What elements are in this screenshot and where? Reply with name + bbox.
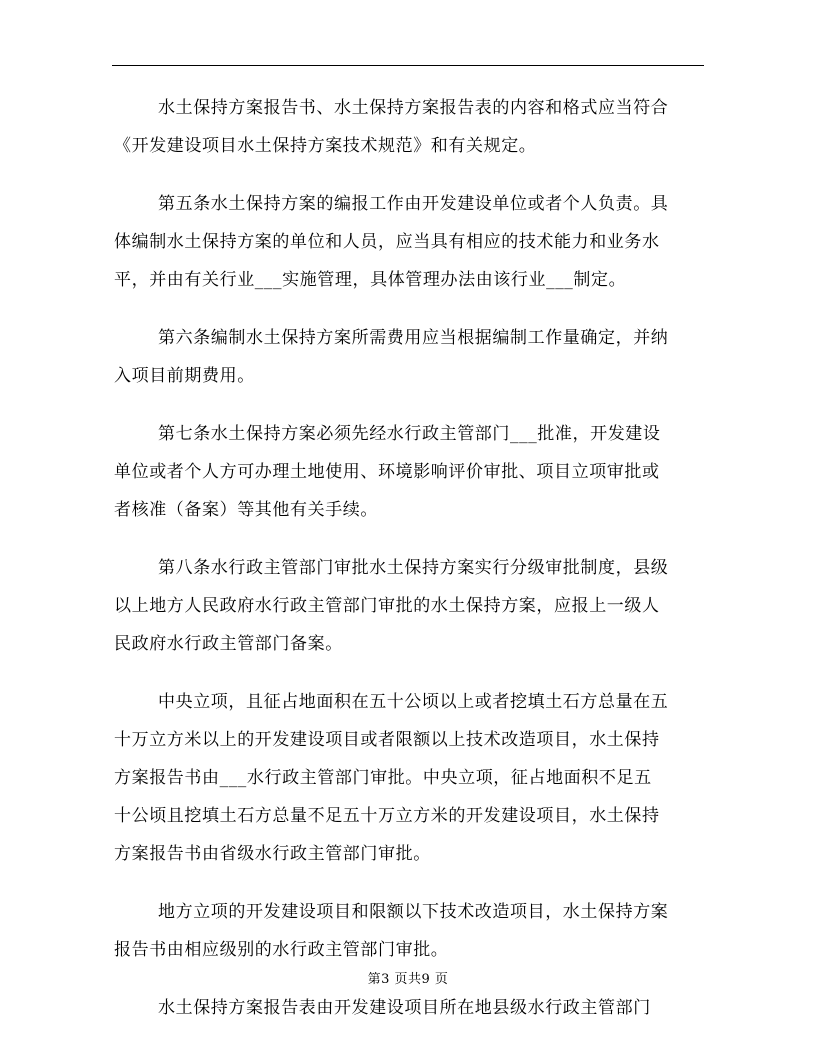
text-line: 入项目前期费用。 — [114, 366, 255, 386]
text-line: 平，并由有关行业___实施管理，具体管理办法由该行业___制定。 — [114, 270, 627, 290]
text-line: 十万立方米以上的开发建设项目或者限额以上技术改造项目，水土保持 — [114, 730, 660, 750]
paragraph — [114, 549, 704, 663]
text-line: 方案报告书由___水行政主管部门审批。中央立项，征占地面积不足五 — [114, 768, 652, 788]
paragraph — [114, 989, 704, 1027]
text-line: 民政府水行政主管部门备案。 — [114, 634, 343, 654]
text-line: 第六条编制水土保持方案所需费用应当根据编制工作量确定，并纳 — [158, 328, 669, 348]
page-number-footer: 第3 页共9 页 — [367, 972, 449, 987]
text-line: 中央立项，且征占地面积在五十公顷以上或者挖填土石方总量在五 — [158, 692, 669, 712]
paragraph — [114, 893, 704, 969]
text-line: 以上地方人民政府水行政主管部门审批的水土保持方案，应报上一级人 — [114, 596, 660, 616]
paragraph — [114, 185, 704, 299]
text-line: 者核准（备案）等其他有关手续。 — [114, 500, 378, 520]
text-line: 第八条水行政主管部门审批水土保持方案实行分级审批制度，县级 — [158, 558, 669, 578]
paragraph — [114, 683, 704, 873]
header-rule — [112, 65, 704, 66]
text-line: 地方立项的开发建设项目和限额以下技术改造项目，水土保持方案 — [158, 902, 669, 922]
paragraph — [114, 415, 704, 529]
text-line: 十公顷且挖填土石方总量不足五十万立方米的开发建设项目，水土保持 — [114, 806, 660, 826]
text-line: 方案报告书由省级水行政主管部门审批。 — [114, 844, 431, 864]
text-line: 水土保持方案报告表由开发建设项目所在地县级水行政主管部门 — [158, 998, 651, 1018]
text-line: 第七条水土保持方案必须先经水行政主管部门___批准，开发建设 — [158, 424, 661, 444]
text-line: 报告书由相应级别的水行政主管部门审批。 — [114, 940, 449, 960]
text-line: 第五条水土保持方案的编报工作由开发建设单位或者个人负责。具 — [158, 194, 669, 214]
text-line: 单位或者个人方可办理土地使用、环境影响评价审批、项目立项审批或 — [114, 462, 660, 482]
text-line: 体编制水土保持方案的单位和人员，应当具有相应的技术能力和业务水 — [114, 232, 660, 252]
text-line: 水土保持方案报告书、水土保持方案报告表的内容和格式应当符合 — [158, 98, 669, 118]
document-body — [114, 89, 704, 1047]
text-line: 《开发建设项目水土保持方案技术规范》和有关规定。 — [114, 136, 537, 156]
paragraph — [114, 319, 704, 395]
paragraph — [114, 89, 704, 165]
